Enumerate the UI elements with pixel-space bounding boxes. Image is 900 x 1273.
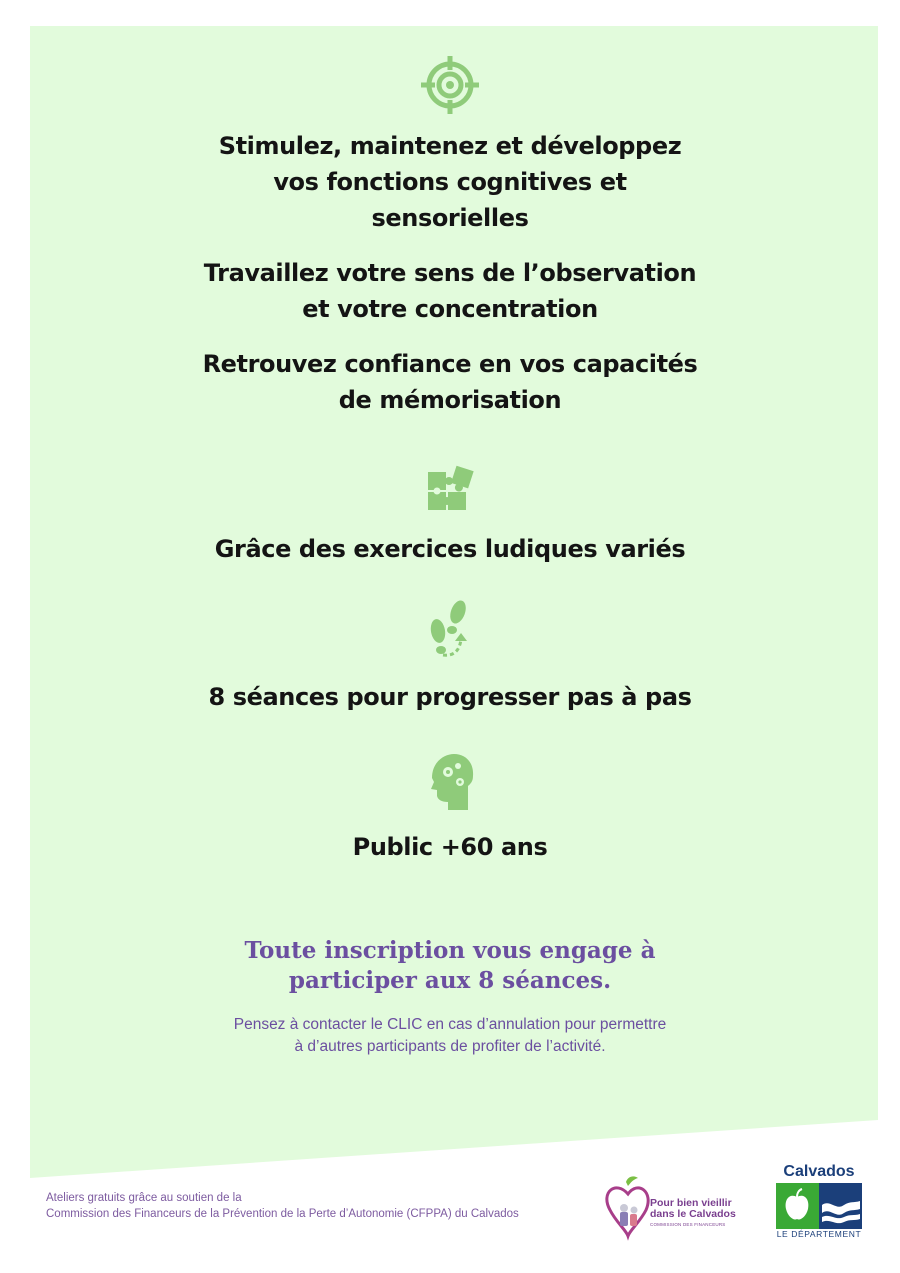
target-icon xyxy=(421,56,479,114)
goal-observation-line-2: et votre concentration xyxy=(302,295,598,323)
commitment-notice xyxy=(150,936,750,996)
cancellation-notice-line-1: Pensez à contacter le CLIC en cas d’annulation pour permettre xyxy=(233,1016,667,1033)
puzzle-icon xyxy=(424,462,476,514)
calvados-logo xyxy=(772,1163,866,1243)
funding-footer xyxy=(46,1190,606,1222)
cancellation-notice xyxy=(150,1014,750,1058)
footsteps-icon xyxy=(425,597,475,659)
commitment-notice-line-2: participer aux 8 séances. xyxy=(288,967,612,994)
goal-memory xyxy=(150,346,750,418)
cfppa-logo-line-1: Pour bien vieillir xyxy=(650,1197,732,1209)
goal-observation xyxy=(150,255,750,327)
calvados-emblem-icon xyxy=(776,1183,862,1229)
feature-sessions: 8 séances pour progresser pas à pas xyxy=(208,683,692,711)
head-gears-icon xyxy=(424,752,476,812)
goal-observation-line-1: Travaillez votre sens de l’observation xyxy=(203,259,697,287)
cancellation-notice-line-2: à d’autres participants de profiter de l’activité. xyxy=(294,1038,606,1055)
commitment-notice-line-1: Toute inscription vous engage à xyxy=(244,937,656,964)
cfppa-logo-line-2: dans le Calvados xyxy=(650,1208,736,1220)
feature-exercises: Grâce des exercices ludiques variés xyxy=(214,535,686,563)
funding-footer-line-1: Ateliers gratuits grâce au soutien de la xyxy=(46,1192,242,1204)
cfppa-logo-subtitle: COMMISSION DES FINANCEURS xyxy=(650,1222,726,1227)
funding-footer-line-2: Commission des Financeurs de la Prévention de la Perte d’Autonomie (CFPPA) du Calvados xyxy=(46,1208,519,1220)
goal-cognitive-line-3: sensorielles xyxy=(371,204,529,232)
goal-memory-line-2: de mémorisation xyxy=(338,386,562,414)
heart-apple-icon xyxy=(604,1176,654,1244)
goal-memory-line-1: Retrouvez confiance en vos capacités xyxy=(202,350,698,378)
goal-cognitive-line-2: vos fonctions cognitives et xyxy=(273,168,627,196)
cfppa-logo-text xyxy=(650,1198,746,1220)
feature-audience: Public +60 ans xyxy=(352,833,548,861)
goal-cognitive-line-1: Stimulez, maintenez et développez xyxy=(218,132,682,160)
goal-cognitive xyxy=(150,128,750,236)
cfppa-logo xyxy=(604,1176,744,1244)
calvados-logo-subtitle: LE DÉPARTEMENT xyxy=(776,1229,862,1239)
calvados-logo-name: Calvados xyxy=(783,1163,855,1180)
